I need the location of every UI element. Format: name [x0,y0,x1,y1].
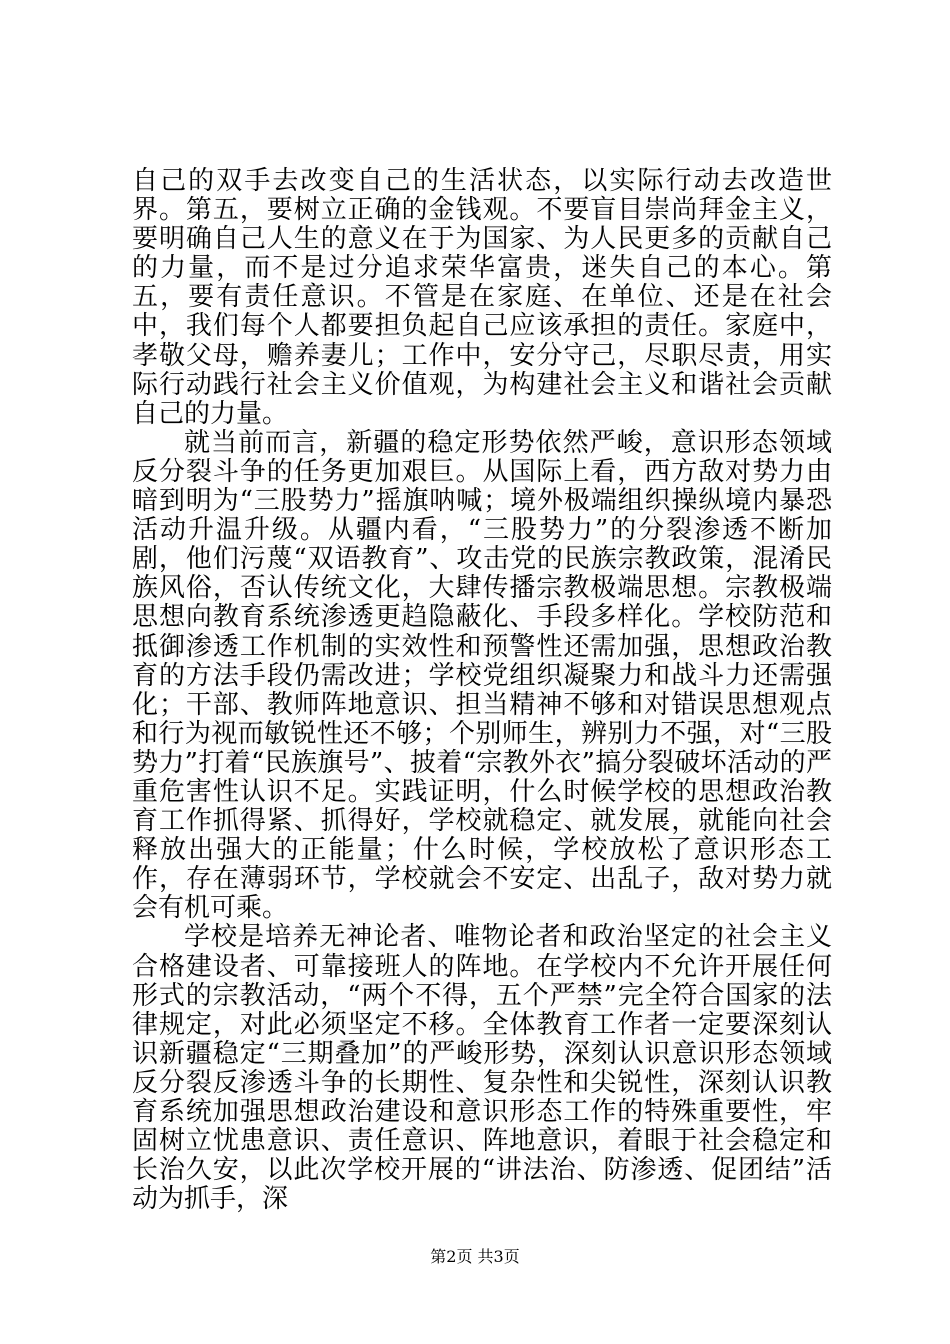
page-footer [0,1244,950,1267]
page-number: 第2页 共3页 [430,1247,520,1266]
document-body [132,167,832,1214]
paragraph-2: 就当前而言，新疆的稳定形势依然严峻，意识形态领域反分裂斗争的任务更加艰巨。从国际上看，西方敌对势力由暗到明为“三股势力”摇旗呐喊；境外极端组织操纵境内暴恐活动升温升级。从疆内看，“三股势力”的分裂渗透不断加剧，他们污蔑“双语教育”、攻击党的民族宗教政策，混淆民族风俗，否认传统文化，大肆传播宗教极端思想。宗教极端思想向教育系统渗透更趋隐蔽化、手段多样化。学校防范和抵御渗透工作机制的实效性和预警性还需加强，思想政治教育的方法手段仍需改进；学校党组织凝聚力和战斗力还需强化；干部、教师阵地意识、担当精神不够和对错误思想观点和行为视而敏锐性还不够；个别师生，辨别力不强，对“三股势力”打着“民族旗号”、披着“宗教外衣”搞分裂破坏活动的严重危害性认识不足。实践证明，什么时候学校的思想政治教育工作抓得紧、抓得好，学校就稳定、就发展，就能向社会释放出强大的正能量；什么时候，学校放松了意识形态工作，存在薄弱环节，学校就会不安定、出乱子，敌对势力就会有机可乘。 [132,427,832,924]
paragraph-1: 自己的双手去改变自己的生活状态，以实际行动去改造世界。第五，要树立正确的金钱观。不要盲目崇尚拜金主义，要明确自己人生的意义在于为国家、为人民更多的贡献自己的力量，而不是过分追求荣华富贵，迷失自己的本心。第五，要有责任意识。不管是在家庭、在单位、还是在社会中，我们每个人都要担负起自己应该承担的责任。家庭中，孝敬父母，赡养妻儿；工作中，安分守己，尽职尽责，用实际行动践行社会主义价值观，为构建社会主义和谐社会贡献自己的力量。 [132,166,832,429]
paragraph-3: 学校是培养无神论者、唯物论者和政治坚定的社会主义合格建设者、可靠接班人的阵地。在学校内不允许开展任何形式的宗教活动，“两个不得，五个严禁”完全符合国家的法律规定，对此必须坚定不移。全体教育工作者一定要深刻认识新疆稳定“三期叠加”的严峻形势，深刻认识意识形态领域反分裂反渗透斗争的长期性、复杂性和尖锐性，深刻认识教育系统加强思想政治建设和意识形态工作的特殊重要性，牢固树立忧患意识、责任意识、阵地意识，着眼于社会稳定和长治久安，以此次学校开展的“讲法治、防渗透、促团结”活动为抓手，深 [132,922,832,1215]
